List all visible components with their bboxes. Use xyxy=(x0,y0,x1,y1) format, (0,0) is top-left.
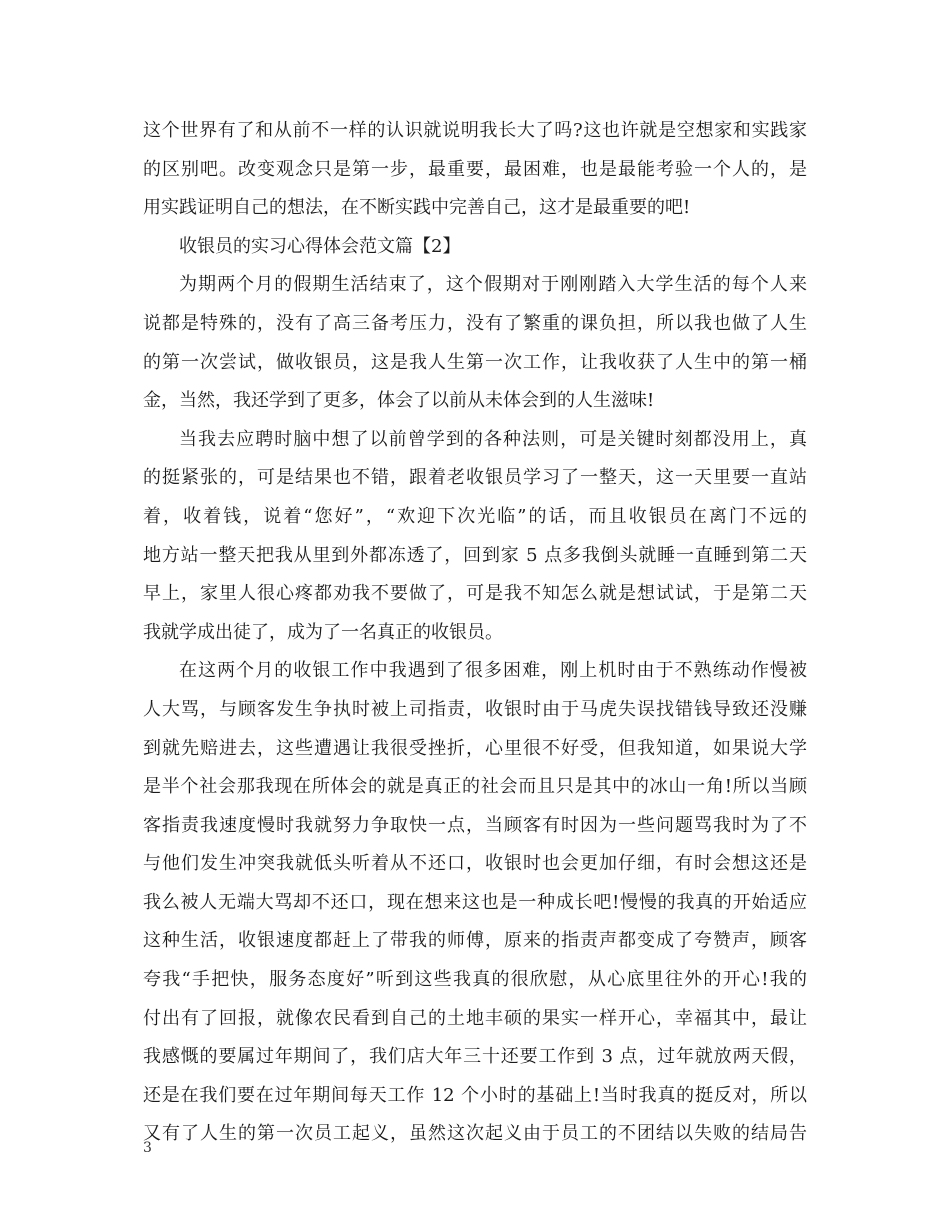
text-line: 为期两个月的假期生活结束了，这个假期对于刚刚踏入大学生活的每个人来 xyxy=(179,274,807,296)
text-line: 是半个社会那我现在所体会的就是真正的社会而且只是其中的冰山一角!所以当顾 xyxy=(143,776,807,798)
text-line: 着，收着钱，说着“您好”，“欢迎下次光临”的话，而且收银员在离门不远的 xyxy=(143,505,807,527)
text-line: 我感慨的要属过年期间了，我们店大年三十还要工作到 3 点，过年就放两天假， xyxy=(143,1046,807,1068)
text-line: 金，当然，我还学到了更多，体会了以前从未体会到的人生滋味! xyxy=(143,390,655,412)
text-line: 我么被人无端大骂却不还口，现在想来这也是一种成长吧!慢慢的我真的开始适应 xyxy=(143,891,807,913)
text-line: 用实践证明自己的想法，在不断实践中完善自己，这才是最重要的吧! xyxy=(143,197,691,219)
text-line: 夸我“手把快，服务态度好”听到这些我真的很欣慰，从心底里往外的开心!我的 xyxy=(143,969,807,991)
text-line: 还是在我们要在过年期间每天工作 12 个小时的基础上!当时我真的挺反对，所以 xyxy=(143,1084,807,1106)
text-line: 当我去应聘时脑中想了以前曾学到的各种法则，可是关键时刻都没用上，真 xyxy=(179,428,807,450)
text-line: 的挺紧张的，可是结果也不错，跟着老收银员学习了一整天，这一天里要一直站 xyxy=(143,467,807,489)
text-line: 在这两个月的收银工作中我遇到了很多困难，刚上机时由于不熟练动作慢被 xyxy=(179,660,807,682)
paragraph xyxy=(143,112,807,228)
section-heading: 收银员的实习心得体会范文篇【2】 xyxy=(179,235,461,257)
text-line: 到就先赔进去，这些遭遇让我很受挫折，心里很不好受，但我知道，如果说大学 xyxy=(143,737,807,759)
text-line: 早上，家里人很心疼都劝我不要做了，可是我不知怎么就是想试试，于是第二天 xyxy=(143,583,807,605)
text-line: 又有了人生的第一次员工起义，虽然这次起义由于员工的不团结以失败的结局告 xyxy=(143,1123,807,1145)
text-line: 这种生活，收银速度都赶上了带我的师傅，原来的指责声都变成了夸赞声，顾客 xyxy=(143,930,807,952)
paragraph xyxy=(143,266,807,420)
text-line: 客指责我速度慢时我就努力争取快一点，当顾客有时因为一些问题骂我时为了不 xyxy=(143,814,807,836)
page-number: 3 xyxy=(143,1140,152,1156)
paragraph xyxy=(143,652,807,1154)
text-line: 说都是特殊的，没有了高三备考压力，没有了繁重的课负担，所以我也做了人生 xyxy=(143,312,807,334)
text-line: 与他们发生冲突我就低头听着从不还口，收银时也会更加仔细，有时会想这还是 xyxy=(143,853,807,875)
text-line: 这个世界有了和从前不一样的认识就说明我长大了吗?这也许就是空想家和实践家 xyxy=(143,120,807,141)
text-line: 付出有了回报，就像农民看到自己的土地丰硕的果实一样开心，幸福其中，最让 xyxy=(143,1007,807,1029)
text-line: 人大骂，与顾客发生争执时被上司指责，收银时由于马虎失误找错钱导致还没赚 xyxy=(143,698,807,720)
text-line: 我就学成出徒了，成为了一名真正的收银员。 xyxy=(143,621,503,643)
text-line: 地方站一整天把我从里到外都冻透了，回到家 5 点多我倒头就睡一直睡到第二天 xyxy=(143,544,807,566)
paragraph xyxy=(143,421,807,653)
text-line: 的区别吧。改变观念只是第一步，最重要，最困难，也是最能考验一个人的，是 xyxy=(143,158,807,180)
document-body xyxy=(143,112,807,1154)
text-line: 的第一次尝试，做收银员，这是我人生第一次工作，让我收获了人生中的第一桶 xyxy=(143,351,807,373)
